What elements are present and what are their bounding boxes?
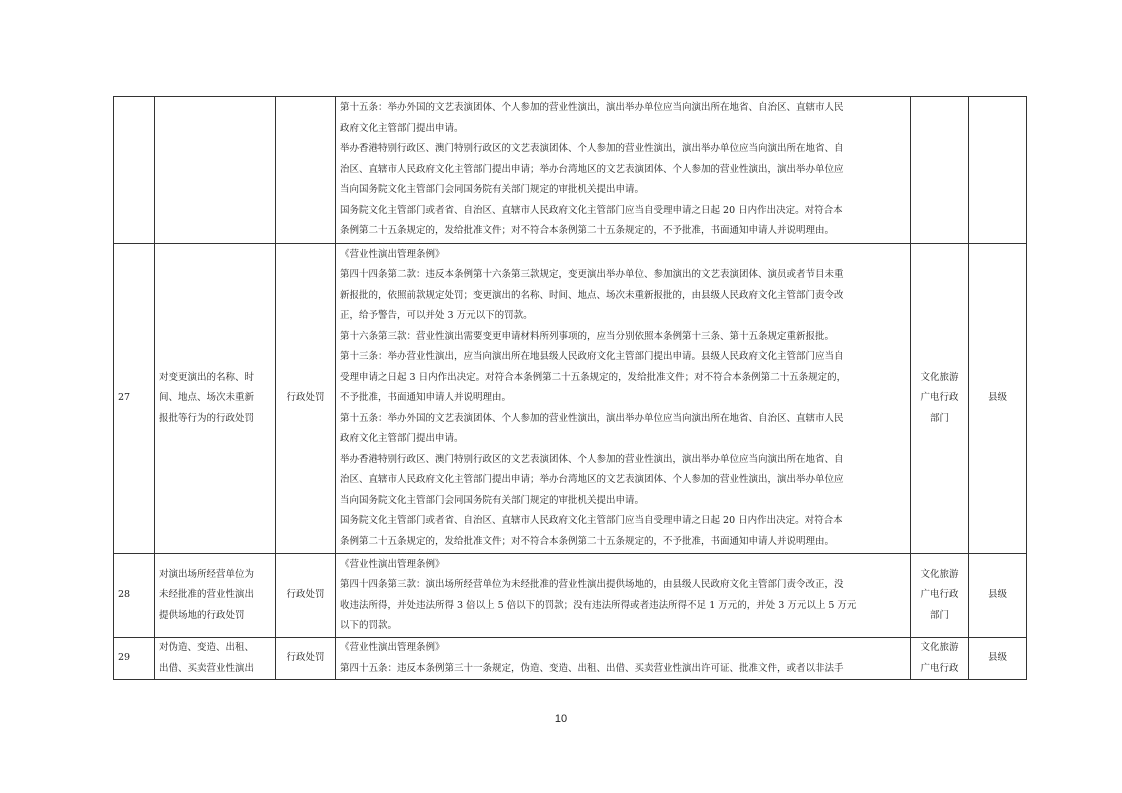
level-cell: 县级 <box>969 554 1027 638</box>
item-type-cell: 行政处罚 <box>276 638 336 680</box>
table-row <box>114 554 1027 638</box>
legal-basis-line: 第十三条：举办营业性演出，应当向演出所在地县级人民政府文化主管部门提出申请。县级人民政府文化主管部门应当自 <box>340 351 844 363</box>
legal-basis-line: 《营业性演出管理条例》 <box>340 248 445 260</box>
item-type-cell: 行政处罚 <box>276 554 336 638</box>
legal-basis-cell <box>336 638 911 680</box>
department-line: 广电行政 <box>920 589 959 601</box>
row-number-cell: 27 <box>114 244 155 554</box>
legal-basis-line: 当向国务院文化主管部门会同国务院有关部门规定的审批机关提出申请。 <box>340 494 645 506</box>
item-name-line: 对演出场所经营单位为 <box>159 568 255 580</box>
level-cell: 县级 <box>969 244 1027 554</box>
department-line: 部门 <box>929 609 949 621</box>
item-name-line: 提供场地的行政处罚 <box>159 609 245 621</box>
legal-basis-line: 正，给予警告，可以并处 3 万元以下的罚款。 <box>340 310 533 322</box>
legal-basis-line: 第四十四条第二款：违反本条例第十六条第三款规定，变更演出举办单位、参加演出的文艺表演团体、演员或者节目未重 <box>340 269 844 281</box>
legal-basis-line: 新报批的，依照前款规定处罚；变更演出的名称、时间、地点、场次未重新报批的，由县级人民政府文化主管部门责令改 <box>340 289 844 301</box>
table-row <box>114 97 1027 244</box>
department-line: 广电行政 <box>920 392 959 404</box>
item-name-cell <box>155 244 276 554</box>
item-name-cell <box>155 638 276 680</box>
department-line: 文化旅游 <box>920 371 959 383</box>
regulation-table <box>113 96 1027 680</box>
table-row <box>114 638 1027 680</box>
legal-basis-line: 第十五条：举办外国的文艺表演团体、个人参加的营业性演出，演出举办单位应当向演出所在地省、自治区、直辖市人民 <box>340 412 844 424</box>
legal-basis-line: 不予批准，书面通知申请人并说明理由。 <box>340 392 512 404</box>
department-line: 文化旅游 <box>920 568 959 580</box>
row-number-cell: 28 <box>114 554 155 638</box>
department-line: 广电行政 <box>920 662 959 674</box>
legal-basis-line: 政府文化主管部门提出申请。 <box>340 122 464 134</box>
legal-basis-line: 举办香港特别行政区、澳门特别行政区的文艺表演团体、个人参加的营业性演出，演出举办单位应当向演出所在地省、自 <box>340 143 844 155</box>
legal-basis-line: 《营业性演出管理条例》 <box>340 642 445 653</box>
legal-basis-line: 治区、直辖市人民政府文化主管部门提出申请；举办台湾地区的文艺表演团体、个人参加的营业性演出，演出举办单位应 <box>340 474 844 486</box>
table-row <box>114 244 1027 554</box>
item-type-cell: 行政处罚 <box>276 244 336 554</box>
item-name-line: 未经批准的营业性演出 <box>159 589 255 601</box>
legal-basis-line: 政府文化主管部门提出申请。 <box>340 433 464 445</box>
legal-basis-line: 收违法所得，并处违法所得 3 倍以上 5 倍以下的罚款；没有违法所得或者违法所得不足 1 万元的，并处 3 万元以上 5 万元 <box>340 599 857 611</box>
legal-basis-line: 第十五条：举办外国的文艺表演团体、个人参加的营业性演出，演出举办单位应当向演出所在地省、自治区、直辖市人民 <box>340 102 844 114</box>
legal-basis-line: 第四十五条：违反本条例第三十一条规定，伪造、变造、出租、出借、买卖营业性演出许可证、批准文件，或者以非法手 <box>340 662 844 674</box>
item-name-line: 间、地点、场次未重新 <box>159 392 255 404</box>
legal-basis-line: 第四十四条第三款：演出场所经营单位为未经批准的营业性演出提供场地的，由县级人民政府文化主管部门责令改正，没 <box>340 579 844 590</box>
legal-basis-line: 以下的罚款。 <box>340 620 398 631</box>
level-cell <box>969 97 1027 244</box>
level-cell: 县级 <box>969 638 1027 680</box>
item-name-cell <box>155 554 276 638</box>
row-number-cell: 29 <box>114 638 155 680</box>
legal-basis-line: 治区、直辖市人民政府文化主管部门提出申请；举办台湾地区的文艺表演团体、个人参加的营业性演出，演出举办单位应 <box>340 163 844 175</box>
department-cell <box>911 97 969 244</box>
legal-basis-line: 第十六条第三款：营业性演出需要变更申请材料所列事项的，应当分别依照本条例第十三条、第十五条规定重新报批。 <box>340 330 835 342</box>
item-name-line: 对变更演出的名称、时 <box>159 371 255 383</box>
department-cell <box>911 638 969 680</box>
item-name-cell <box>155 97 276 244</box>
legal-basis-line: 条例第二十五条规定的，发给批准文件；对不符合本条例第二十五条规定的，不予批准，书面通知申请人并说明理由。 <box>340 535 835 547</box>
department-line: 文化旅游 <box>920 642 959 653</box>
page-number: 10 <box>554 713 568 725</box>
item-type-cell <box>276 97 336 244</box>
legal-basis-line: 国务院文化主管部门或者省、自治区、直辖市人民政府文化主管部门应当自受理申请之日起 20 日内作出决定。对符合本 <box>340 204 843 216</box>
item-name-line: 对伪造、变造、出租、 <box>159 642 255 653</box>
legal-basis-line: 条例第二十五条规定的，发给批准文件；对不符合本条例第二十五条规定的，不予批准，书面通知申请人并说明理由。 <box>340 225 835 237</box>
legal-basis-cell <box>336 244 911 554</box>
table-body <box>114 97 1027 680</box>
legal-basis-line: 当向国务院文化主管部门会同国务院有关部门规定的审批机关提出申请。 <box>340 184 645 196</box>
legal-basis-line: 《营业性演出管理条例》 <box>340 558 445 570</box>
legal-basis-line: 受理申请之日起 3 日内作出决定。对符合本条例第二十五条规定的，发给批准文件；对不符合本条例第二十五条规定的， <box>340 371 847 383</box>
legal-basis-line: 国务院文化主管部门或者省、自治区、直辖市人民政府文化主管部门应当自受理申请之日起 20 日内作出决定。对符合本 <box>340 515 843 527</box>
legal-basis-cell <box>336 554 911 638</box>
item-name-line: 报批等行为的行政处罚 <box>159 412 255 424</box>
legal-basis-line: 举办香港特别行政区、澳门特别行政区的文艺表演团体、个人参加的营业性演出，演出举办单位应当向演出所在地省、自 <box>340 453 844 465</box>
department-cell <box>911 244 969 554</box>
item-name-line: 出借、买卖营业性演出 <box>159 662 255 674</box>
department-cell <box>911 554 969 638</box>
legal-basis-cell <box>336 97 911 244</box>
department-line: 部门 <box>929 412 949 424</box>
row-number-cell <box>114 97 155 244</box>
